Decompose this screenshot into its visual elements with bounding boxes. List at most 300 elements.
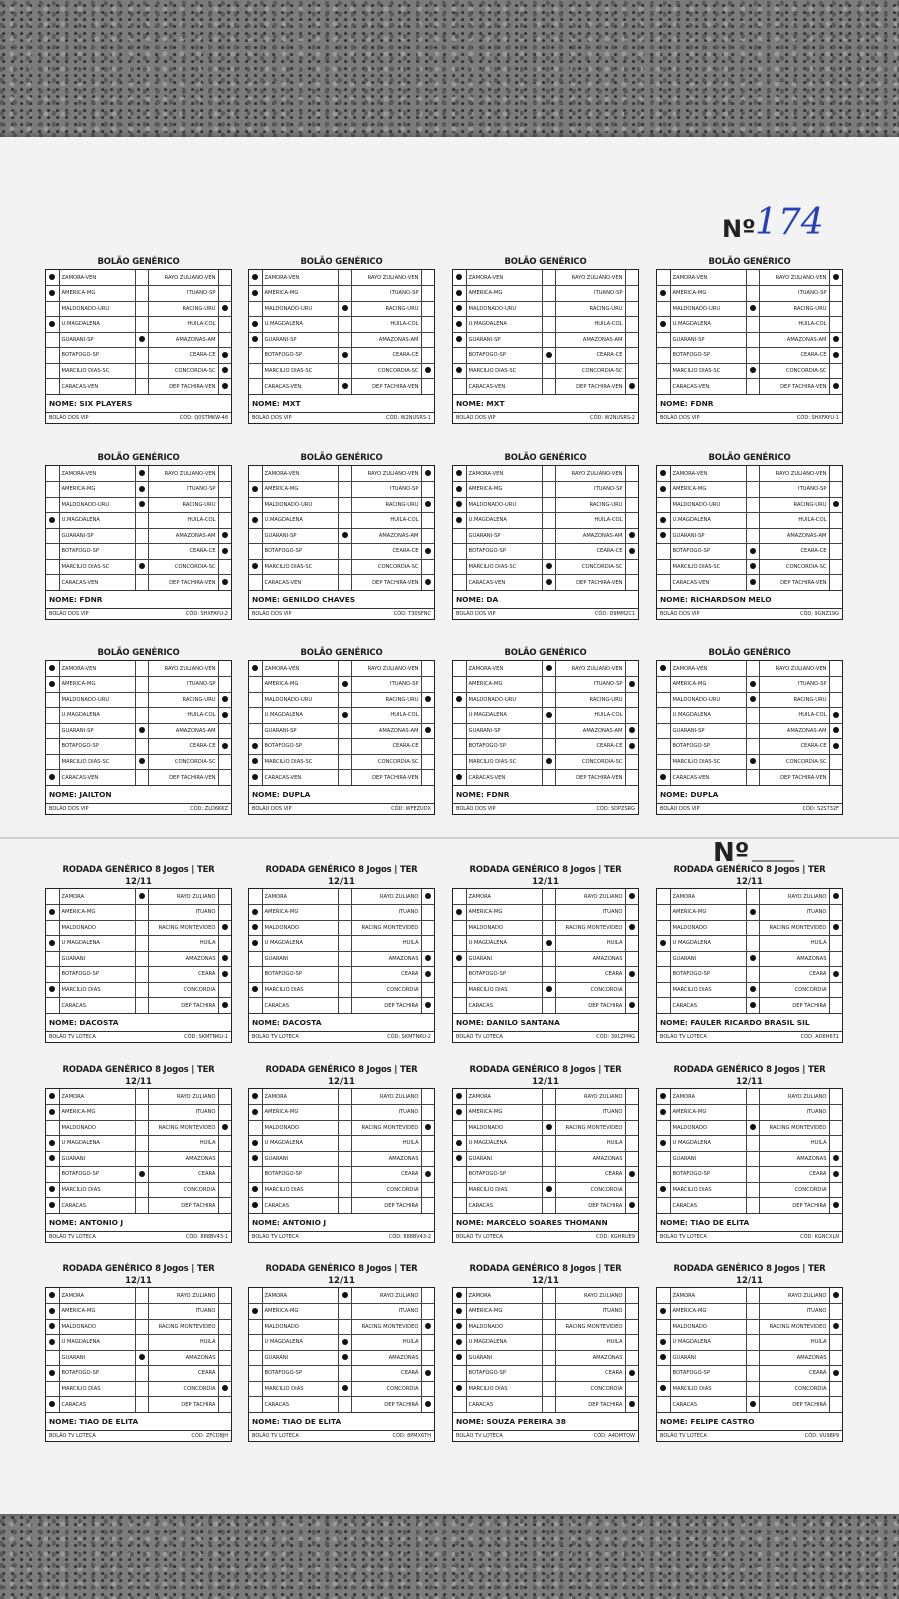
pick-cell bbox=[421, 513, 434, 529]
home-team: CARACAS-VEN bbox=[466, 770, 542, 786]
pick-dot bbox=[222, 532, 228, 538]
match-row bbox=[249, 754, 434, 770]
pick-cell bbox=[625, 1136, 638, 1152]
away-team: AMAZONAS-AM bbox=[148, 723, 218, 739]
pick-cell bbox=[542, 1182, 555, 1198]
match-row bbox=[657, 905, 842, 921]
pick-cell bbox=[135, 739, 148, 755]
picks-grid bbox=[249, 466, 434, 590]
away-team: HUILA bbox=[759, 1335, 829, 1351]
pick-cell bbox=[829, 1089, 842, 1105]
pick-cell bbox=[625, 1151, 638, 1167]
pick-cell bbox=[829, 708, 842, 724]
away-team: ITUANO-SP bbox=[555, 286, 625, 302]
pick-dot bbox=[833, 274, 839, 280]
pick-cell bbox=[338, 363, 351, 379]
picks-grid bbox=[46, 1089, 231, 1213]
ticket-box bbox=[45, 269, 232, 424]
match-row bbox=[657, 528, 842, 544]
pick-dot bbox=[222, 1124, 228, 1130]
pick-dot bbox=[425, 1002, 431, 1008]
pick-dot bbox=[629, 532, 635, 538]
pick-dot bbox=[49, 1140, 55, 1146]
pick-cell bbox=[625, 677, 638, 693]
away-team: DEP TACHIRA bbox=[351, 1198, 421, 1214]
pick-cell bbox=[46, 1182, 59, 1198]
away-team: AMAZONAS bbox=[759, 1151, 829, 1167]
pick-cell bbox=[218, 677, 231, 693]
match-row bbox=[453, 982, 638, 998]
code-value: 9GNZ19G bbox=[814, 611, 839, 617]
pick-dot bbox=[425, 1401, 431, 1407]
name-label: NOME: bbox=[456, 1018, 484, 1027]
match-row bbox=[249, 905, 434, 921]
pick-cell bbox=[135, 559, 148, 575]
away-team: HUILA-COL bbox=[555, 513, 625, 529]
pick-cell bbox=[135, 1105, 148, 1121]
pick-cell bbox=[218, 317, 231, 333]
match-row bbox=[249, 1304, 434, 1320]
pick-cell bbox=[829, 575, 842, 591]
home-team: MARCILIO DIAS bbox=[670, 1381, 746, 1397]
pick-dot bbox=[456, 1354, 462, 1360]
pick-dot bbox=[750, 681, 756, 687]
code-label: CÓD: bbox=[387, 1034, 401, 1040]
pick-cell bbox=[829, 1304, 842, 1320]
ticket-card bbox=[45, 1063, 232, 1243]
pick-cell bbox=[46, 286, 59, 302]
footer-brand: BOLÃO TV LOTECA bbox=[49, 1234, 96, 1240]
match-row bbox=[46, 286, 231, 302]
match-row bbox=[249, 1350, 434, 1366]
pick-cell bbox=[218, 286, 231, 302]
name-value: JAILTON bbox=[79, 790, 112, 799]
home-team: GUARANI-SP bbox=[670, 332, 746, 348]
match-row bbox=[657, 1089, 842, 1105]
pick-dot bbox=[139, 1171, 145, 1177]
ticket-code bbox=[800, 1232, 839, 1242]
pick-dot bbox=[252, 563, 258, 569]
pick-cell bbox=[421, 575, 434, 591]
pick-cell bbox=[453, 497, 466, 513]
home-team: CARACAS bbox=[466, 998, 542, 1014]
name-label: NOME: bbox=[49, 1218, 77, 1227]
away-team: RACING MONTEVIDEO bbox=[351, 1120, 421, 1136]
footer-brand: BOLÃO DOS VIP bbox=[49, 806, 89, 812]
pick-cell bbox=[338, 497, 351, 513]
pick-dot bbox=[546, 940, 552, 946]
away-team: CONCORDIA bbox=[351, 1182, 421, 1198]
match-row bbox=[453, 363, 638, 379]
home-team: CARACAS-VEN bbox=[670, 770, 746, 786]
ticket-code bbox=[186, 609, 228, 619]
away-team: RAYO ZULIANO-VEN bbox=[351, 270, 421, 286]
pick-dot bbox=[750, 563, 756, 569]
away-team: CEARA bbox=[351, 967, 421, 983]
home-team: AMERICA-MG bbox=[670, 1304, 746, 1320]
home-team: MALDONADO-URU bbox=[670, 497, 746, 513]
name-value: DACOSTA bbox=[79, 1018, 119, 1027]
pick-cell bbox=[46, 379, 59, 395]
home-team: BOTAFOGO-SP bbox=[262, 544, 338, 560]
pick-cell bbox=[453, 1397, 466, 1413]
away-team: DEP TACHIRA bbox=[148, 998, 218, 1014]
pick-cell bbox=[218, 544, 231, 560]
player-name bbox=[657, 1013, 842, 1031]
pick-dot bbox=[139, 486, 145, 492]
ticket-code bbox=[391, 804, 431, 814]
pick-cell bbox=[657, 1167, 670, 1183]
match-row bbox=[657, 317, 842, 333]
pick-dot bbox=[750, 1124, 756, 1130]
away-team: DEP TACHIRA bbox=[759, 998, 829, 1014]
name-label: NOME: bbox=[660, 790, 688, 799]
pick-dot bbox=[252, 1109, 258, 1115]
ticket-footer bbox=[249, 608, 434, 619]
bottom-number-label: Nº bbox=[713, 838, 750, 868]
pick-cell bbox=[453, 559, 466, 575]
pick-cell bbox=[421, 692, 434, 708]
match-row bbox=[657, 1366, 842, 1382]
ticket-code bbox=[386, 413, 431, 423]
pick-cell bbox=[746, 1350, 759, 1366]
match-row bbox=[657, 708, 842, 724]
match-row bbox=[249, 1381, 434, 1397]
pick-cell bbox=[249, 967, 262, 983]
match-row bbox=[46, 754, 231, 770]
pick-cell bbox=[135, 466, 148, 482]
match-row bbox=[453, 270, 638, 286]
pick-cell bbox=[135, 528, 148, 544]
name-value: RICHARDSON MELO bbox=[690, 595, 772, 604]
pick-dot bbox=[252, 924, 258, 930]
match-row bbox=[249, 286, 434, 302]
pick-cell bbox=[657, 1397, 670, 1413]
match-row bbox=[46, 1335, 231, 1351]
home-team: ZAMORA bbox=[59, 889, 135, 905]
pick-dot bbox=[833, 1202, 839, 1208]
pick-dot bbox=[750, 367, 756, 373]
home-team: MARCILIO DIAS-SC bbox=[59, 754, 135, 770]
match-row bbox=[249, 1198, 434, 1214]
pick-cell bbox=[338, 544, 351, 560]
away-team: RACING-URU bbox=[759, 497, 829, 513]
match-row bbox=[657, 1105, 842, 1121]
pick-cell bbox=[829, 466, 842, 482]
away-team: CEARA bbox=[351, 1167, 421, 1183]
pick-dot bbox=[833, 501, 839, 507]
pick-cell bbox=[829, 1151, 842, 1167]
away-team: CEARA-CE bbox=[351, 348, 421, 364]
pick-cell bbox=[249, 497, 262, 513]
match-row bbox=[249, 708, 434, 724]
footer-brand: BOLÃO TV LOTECA bbox=[660, 1433, 707, 1439]
picks-grid bbox=[249, 1288, 434, 1412]
pick-cell bbox=[542, 332, 555, 348]
pick-dot bbox=[49, 1202, 55, 1208]
code-label: CÓD: bbox=[596, 1034, 610, 1040]
name-label: NOME: bbox=[49, 790, 77, 799]
away-team: RACING MONTEVIDEO bbox=[351, 920, 421, 936]
picks-grid bbox=[46, 1288, 231, 1412]
pick-cell bbox=[746, 723, 759, 739]
home-team: BOTAFOGO-SP bbox=[670, 739, 746, 755]
home-team: CARACAS-VEN bbox=[670, 575, 746, 591]
match-row bbox=[46, 708, 231, 724]
home-team: AMERICA-MG bbox=[466, 1105, 542, 1121]
match-row bbox=[657, 1397, 842, 1413]
match-row bbox=[249, 497, 434, 513]
home-team: CARACAS-VEN bbox=[59, 575, 135, 591]
pick-cell bbox=[249, 1089, 262, 1105]
pick-cell bbox=[46, 1105, 59, 1121]
home-team: CARACAS bbox=[466, 1397, 542, 1413]
pick-cell bbox=[657, 1136, 670, 1152]
pick-cell bbox=[338, 466, 351, 482]
pick-dot bbox=[629, 743, 635, 749]
pick-dot bbox=[833, 1323, 839, 1329]
ticket-footer bbox=[657, 1231, 842, 1242]
name-value: DUPLA bbox=[690, 790, 719, 799]
pick-cell bbox=[249, 575, 262, 591]
ticket-date: 12/11 bbox=[125, 1077, 152, 1087]
ticket-box bbox=[656, 1287, 843, 1442]
pick-cell bbox=[218, 661, 231, 677]
pick-cell bbox=[746, 270, 759, 286]
code-value: 391ZPMG bbox=[610, 1034, 635, 1040]
match-row bbox=[249, 723, 434, 739]
ticket-footer bbox=[453, 1231, 638, 1242]
pick-dot bbox=[629, 1202, 635, 1208]
pick-cell bbox=[625, 497, 638, 513]
picks-grid bbox=[453, 1089, 638, 1213]
pick-cell bbox=[746, 575, 759, 591]
pick-cell bbox=[542, 889, 555, 905]
home-team: BOTAFOGO-SP bbox=[670, 348, 746, 364]
pick-dot bbox=[49, 1370, 55, 1376]
pick-dot bbox=[660, 532, 666, 538]
player-name bbox=[249, 1213, 434, 1231]
pick-cell bbox=[218, 1089, 231, 1105]
away-team: ITUANO bbox=[555, 1105, 625, 1121]
away-team: DEP TACHIRA-VEN bbox=[555, 575, 625, 591]
home-team: GUARANI-SP bbox=[59, 332, 135, 348]
pick-dot bbox=[222, 712, 228, 718]
match-row bbox=[657, 379, 842, 395]
away-team: RAYO ZULIANO-VEN bbox=[555, 270, 625, 286]
pick-dot bbox=[456, 321, 462, 327]
pick-cell bbox=[421, 889, 434, 905]
pick-cell bbox=[657, 998, 670, 1014]
match-row bbox=[657, 739, 842, 755]
match-row bbox=[453, 661, 638, 677]
pick-cell bbox=[829, 528, 842, 544]
away-team: ITUANO bbox=[351, 905, 421, 921]
home-team: AMERICA-MG bbox=[59, 286, 135, 302]
pick-dot bbox=[342, 305, 348, 311]
pick-cell bbox=[657, 723, 670, 739]
away-team: HUILA-COL bbox=[351, 317, 421, 333]
pick-cell bbox=[46, 1136, 59, 1152]
pick-cell bbox=[746, 905, 759, 921]
pick-cell bbox=[46, 317, 59, 333]
code-label: CÓD: bbox=[185, 1234, 199, 1240]
home-team: CARACAS bbox=[59, 998, 135, 1014]
pick-dot bbox=[660, 470, 666, 476]
pick-cell bbox=[46, 575, 59, 591]
pick-cell bbox=[338, 528, 351, 544]
home-team: GUARANI bbox=[670, 951, 746, 967]
pick-cell bbox=[657, 1120, 670, 1136]
match-row bbox=[46, 1381, 231, 1397]
pick-dot bbox=[139, 758, 145, 764]
match-row bbox=[657, 332, 842, 348]
pick-cell bbox=[829, 1350, 842, 1366]
footer-brand: BOLÃO TV LOTECA bbox=[252, 1234, 299, 1240]
pick-cell bbox=[542, 544, 555, 560]
home-team: MALDONADO-URU bbox=[670, 692, 746, 708]
pick-cell bbox=[453, 466, 466, 482]
pick-dot bbox=[750, 758, 756, 764]
pick-cell bbox=[218, 982, 231, 998]
pick-cell bbox=[542, 1366, 555, 1382]
home-team: BOTAFOGO-SP bbox=[59, 348, 135, 364]
away-team: CONCORDIA-SC bbox=[148, 559, 218, 575]
ticket-box bbox=[656, 660, 843, 815]
ticket-code bbox=[387, 1032, 431, 1042]
ticket-box bbox=[452, 1088, 639, 1243]
name-label: NOME: bbox=[456, 1417, 484, 1426]
pick-cell bbox=[453, 936, 466, 952]
pick-cell bbox=[542, 1288, 555, 1304]
pick-cell bbox=[542, 739, 555, 755]
pick-cell bbox=[46, 1319, 59, 1335]
away-team: RACING MONTEVIDEO bbox=[555, 920, 625, 936]
home-team: U.MAGDALENA bbox=[670, 513, 746, 529]
away-team: HUILA-COL bbox=[555, 317, 625, 333]
ticket-title: RODADA GENÉRICO 8 Jogos | TER bbox=[673, 1264, 826, 1274]
name-value: SIX PLAYERS bbox=[79, 399, 133, 408]
ticket-card bbox=[45, 451, 232, 620]
pick-cell bbox=[453, 286, 466, 302]
pick-dot bbox=[546, 665, 552, 671]
pick-cell bbox=[421, 936, 434, 952]
home-team: ZAMORA-VEN bbox=[262, 661, 338, 677]
home-team: MALDONADO bbox=[59, 1120, 135, 1136]
name-value: GENILDO CHAVES bbox=[282, 595, 356, 604]
pick-dot bbox=[629, 1401, 635, 1407]
pick-cell bbox=[46, 661, 59, 677]
match-row bbox=[46, 1105, 231, 1121]
pick-cell bbox=[657, 1105, 670, 1121]
away-team: DEP TACHIRA-VEN bbox=[148, 379, 218, 395]
match-row bbox=[657, 889, 842, 905]
match-row bbox=[249, 513, 434, 529]
away-team: RAYO ZULIANO-VEN bbox=[148, 661, 218, 677]
pick-cell bbox=[135, 1366, 148, 1382]
pick-cell bbox=[218, 998, 231, 1014]
code-value: W2NUSRS-1 bbox=[400, 415, 431, 421]
pick-cell bbox=[829, 770, 842, 786]
pick-dot bbox=[546, 712, 552, 718]
match-row bbox=[249, 1120, 434, 1136]
pick-cell bbox=[657, 286, 670, 302]
pick-cell bbox=[829, 754, 842, 770]
pick-dot bbox=[456, 1385, 462, 1391]
ticket-card bbox=[248, 863, 435, 1043]
away-team: AMAZONAS bbox=[148, 951, 218, 967]
ticket-code bbox=[590, 413, 635, 423]
away-team: CEARA-CE bbox=[351, 544, 421, 560]
match-row bbox=[46, 723, 231, 739]
match-row bbox=[249, 482, 434, 498]
pick-cell bbox=[421, 754, 434, 770]
pick-cell bbox=[453, 677, 466, 693]
home-team: MARCILIO DIAS-SC bbox=[670, 363, 746, 379]
pick-cell bbox=[135, 1167, 148, 1183]
pick-cell bbox=[218, 270, 231, 286]
match-row bbox=[453, 692, 638, 708]
pick-cell bbox=[249, 513, 262, 529]
code-label: CÓD: bbox=[796, 415, 810, 421]
pick-cell bbox=[421, 1167, 434, 1183]
pick-cell bbox=[746, 466, 759, 482]
match-row bbox=[657, 466, 842, 482]
footer-brand: BOLÃO DOS VIP bbox=[456, 806, 496, 812]
picks-grid bbox=[657, 1288, 842, 1412]
home-team: MALDONADO bbox=[59, 1319, 135, 1335]
pick-cell bbox=[542, 1198, 555, 1214]
pick-cell bbox=[746, 559, 759, 575]
ticket-code bbox=[802, 804, 839, 814]
player-name bbox=[249, 590, 434, 608]
match-row bbox=[453, 770, 638, 786]
ticket-card bbox=[248, 255, 435, 424]
pick-cell bbox=[249, 677, 262, 693]
away-team: RAYO ZULIANO bbox=[351, 889, 421, 905]
home-team: GUARANI bbox=[466, 1151, 542, 1167]
pick-cell bbox=[657, 936, 670, 952]
away-team: AMAZONAS-AM bbox=[759, 332, 829, 348]
pick-cell bbox=[338, 1105, 351, 1121]
pick-cell bbox=[218, 1182, 231, 1198]
pick-cell bbox=[657, 1350, 670, 1366]
pick-cell bbox=[746, 317, 759, 333]
pick-cell bbox=[453, 1182, 466, 1198]
pick-cell bbox=[218, 1319, 231, 1335]
picks-grid bbox=[46, 661, 231, 785]
name-label: NOME: bbox=[660, 595, 688, 604]
pick-cell bbox=[218, 528, 231, 544]
pick-dot bbox=[222, 367, 228, 373]
pick-cell bbox=[625, 363, 638, 379]
home-team: BOTAFOGO-SP bbox=[59, 739, 135, 755]
home-team: GUARANI bbox=[466, 1350, 542, 1366]
ticket-title: BOLÃO GENÉRICO bbox=[97, 648, 180, 658]
home-team: MARCILIO DIAS-SC bbox=[670, 754, 746, 770]
pick-cell bbox=[249, 936, 262, 952]
pick-cell bbox=[135, 1397, 148, 1413]
away-team: DEP TACHIRA bbox=[148, 1198, 218, 1214]
footer-brand: BOLÃO TV LOTECA bbox=[49, 1034, 96, 1040]
pick-cell bbox=[625, 754, 638, 770]
pick-cell bbox=[829, 348, 842, 364]
pick-cell bbox=[421, 770, 434, 786]
home-team: AMERICA-MG bbox=[262, 1105, 338, 1121]
pick-cell bbox=[46, 528, 59, 544]
picks-grid bbox=[453, 270, 638, 394]
footer-brand: BOLÃO DOS VIP bbox=[49, 415, 89, 421]
